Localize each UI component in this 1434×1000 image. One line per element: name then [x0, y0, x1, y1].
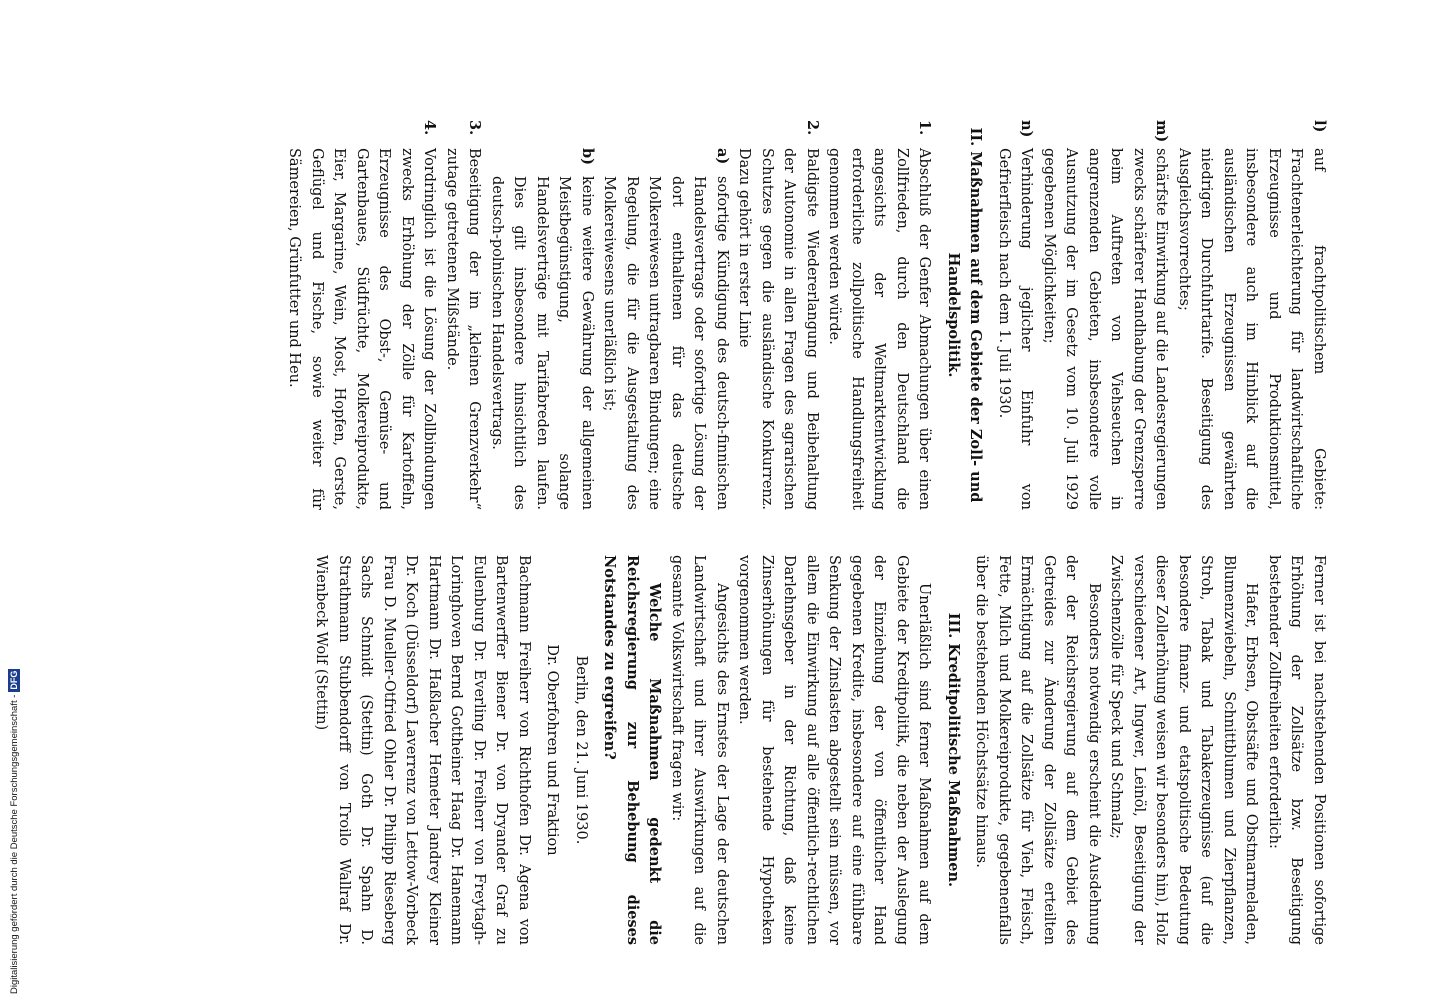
item-text: sofortige Kündigung des deutsch-finnischen Handelsvertrags oder sofortige Lösung der dort enthaltenen für das deutsche Molkereiwesen untragbaren Bindungen; eine Regelung, die für die Ausgestaltung des Molkereiwesens unerläßlich ist; [601, 176, 730, 510]
paragraph: Besonders notwendig erscheint die Ausdehnung der der Reichsregierung auf dem Gebiet des Getreides zur Änderung der Zollsätze erteilten Ermächtigung auf die Zollsätze für Vieh, Fleisch, Fette, Milch und Molkereiprodukte, gegebenenfalls über die bestehenden Höchstsätze hinaus. [973, 555, 1102, 945]
item-2a [598, 148, 733, 510]
item-label: 1. [916, 120, 934, 136]
item-m [1038, 120, 1173, 510]
item-text: keine weitere Gewährung der allgemeinen Meistbegünstigung, solange Handelsverträge mit Tarifabreden laufen. Dies gilt insbesondere hinsichtlich des deutsch-polnischen Handelsvertrags. [489, 176, 595, 510]
left-column [283, 120, 1330, 510]
item-l [1173, 120, 1331, 510]
item-text: Beseitigung der im „kleinen Grenzverkehr“ zutage getretenen Mißstände. [444, 148, 483, 510]
item-label: 2. [804, 120, 821, 136]
item-3 [441, 120, 486, 510]
signatories-list: Bachmann Freiherr von Richthofen Dr. Agena von Bartenwerffer Biener Dr. von Dryander Graf zu Eulenburg Dr. Everling Dr. Freiherr von Freytagh-Loringhoven Bernd Gottheiner Haag Dr. Hanemann Hartmann Dr. Haßlacher Hemeter Jandrey Kleiner Dr. Koch (Düsseldorf) Laverrenz von Lettow-Vorbeck Frau D. Mueller-Otfried Ohler Dr. Philipp Rieseberg Sachs Schmidt (Stettin) Goth Dr. Spahn D. Strathmann Stubbendorff von Troilo Wallraf Dr. Wienbeck Wolf (Stettin) [313, 555, 532, 945]
rotated-text-block [286, 120, 1330, 945]
footer-credit [8, 669, 20, 994]
question-paragraph: Welche Maßnahmen gedenkt die Reichsregierung zur Behebung dieses Notstandes zu ergreifen? [601, 555, 664, 945]
item-n [993, 120, 1038, 510]
paragraph: Hafer, Erbsen, Obstsäfte und Obstmarmeladen, Blumenzwiebeln, Schnittblumen und Zierpflanzen, Stroh, Tabak und Tabakerzeugnisse (auf die besondere finanz- und etatspolitische Bedeutung dieser Zollerhöhung weisen wir besonders hin), Holz verschiedener Art, Ingwer, Leinöl, Beseitigung der Zwischenzölle für Speck und Schmalz; [1108, 555, 1260, 945]
item-label: m) [1153, 120, 1171, 143]
item-label: 4. [421, 120, 439, 136]
item-text: Baldigste Wiedererlangung und Beibehaltung der Autonomie in allen Fragen des agrarischen Schutzes gegen die ausländische Konkurrenz. Dazu gehört in erster Linie [736, 148, 820, 510]
section-heading-3: III. Kreditpolitische Maßnahmen. [945, 612, 962, 888]
signature-head: Dr. Oberfohren und Fraktion [544, 644, 561, 856]
item-text: auf frachtpolitischem Gebiete: Frachtenerleichterung für landwirtschaftliche Erzeugnisse und Produktionsmittel, insbesondere auch im Hinblick auf die ausländischen Erzeugnissen gewährten niedrigen Durchfuhrtarife. Beseitigung des Ausgleichsvorrechtes; [1176, 148, 1327, 510]
right-column [310, 555, 1330, 945]
paragraph: Angesichts des Ernstes der Lage der deutschen Landwirtschaft und ihrer Auswirkungen auf die gesamte Volkswirtschaft fragen wir: [669, 555, 730, 945]
dfg-logo-icon: DFG [9, 670, 19, 690]
paragraph: Ferner ist bei nachstehenden Positionen sofortige Erhöhung der Zollsätze bzw. Beseitigung bestehender Zollfreiheiten erforderlich: [1266, 555, 1327, 945]
date-line: Berlin, den 21. Juni 1930. [573, 655, 589, 845]
item-1 [823, 120, 936, 510]
footer-text: Digitalisierung gefördert durch die Deutsche Forschungsgemeinschaft - [8, 694, 20, 994]
item-2 [733, 120, 823, 510]
item-4 [283, 120, 441, 510]
item-label: b) [579, 148, 596, 165]
item-text: Vordringlich ist die Lösung der Zollbindungen zwecks Erhöhung der Zölle für Kartoffeln, Erzeugnisse des Obst-, Gemüse- und Gartenbaues, Südfrüchte, Molkereiprodukte, Eier, Margarine, Wein, Most, Hopfen, Gerste, Geflügel und Fische, sowie weiter für Sämereien, Grünfutter und Heu. [286, 148, 438, 510]
item-label: 3. [466, 120, 484, 136]
paragraph: Unerläßlich sind ferner Maßnahmen auf dem Gebiete der Kreditpolitik, die neben der Auslegung der Einziehung der von öffentlicher Hand gegebenen Kredite, insbesondere auf eine fühlbare Senkung der Zinslasten abgestellt sein müssen, vor allem die Einwirkung auf alle öffentlich-rechtlichen Darlehnsgeber in der Richtung, daß keine Zinserhöhungen für bestehende Hypotheken vorgenommen werden. [736, 555, 933, 945]
item-text: Abschluß der Genfer Abmachungen über einen Zollfrieden, durch den Deutschland die angesichts der Weltmarktentwicklung erforderliche zollpolitische Handlungsfreiheit genommen werden würde. [826, 148, 933, 510]
item-text: schärfste Einwirkung auf die Landesregierungen zwecks schärferer Handhabung der Grenzsperre beim Auftreten von Viehseuchen in angrenzenden Gebieten, insbesondere volle Ausnutzung der im Gesetz vom 10. Juli 1929 gegebenen Möglichkeiten; [1041, 148, 1170, 510]
item-label: a) [714, 148, 731, 165]
item-label: l) [1311, 120, 1328, 133]
section-heading-2: II. Maßnahmen auf dem Gebiete der Zoll- und Handelspolitik. [945, 127, 985, 503]
item-2b [486, 148, 599, 510]
item-text: Verhinderung jeglicher Einfuhr von Gefrierfleisch nach dem 1. Juli 1930. [996, 148, 1035, 510]
item-label: n) [1018, 120, 1036, 138]
